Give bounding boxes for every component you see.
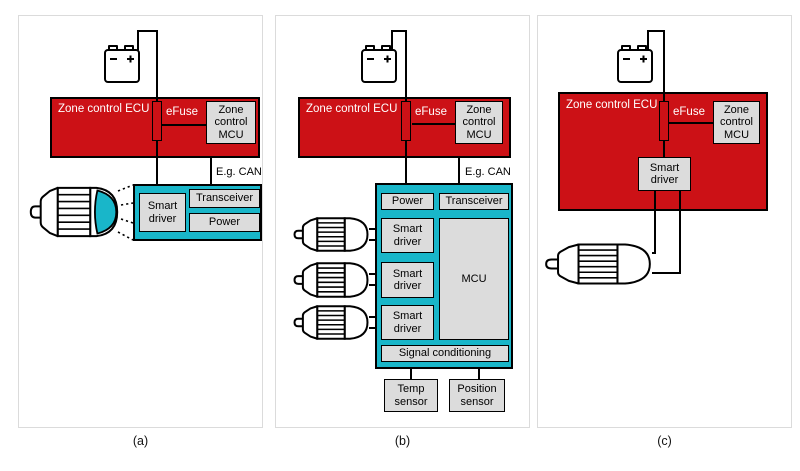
zone-control-mcu-box: Zone control MCU [206, 101, 256, 144]
efuse-component [659, 101, 669, 141]
panel-b [275, 15, 530, 428]
smart-driver-box: Smart driver [139, 193, 186, 232]
exploded-view-dotted-lines [118, 185, 133, 240]
can-label: E.g. CAN [216, 166, 262, 178]
zone-control-mcu-box: Zone control MCU [455, 101, 503, 144]
battery-icon [618, 46, 652, 82]
wiring-layer [538, 16, 793, 429]
zone-ecu-label: Zone control ECU [58, 103, 150, 115]
can-label: E.g. CAN [465, 166, 511, 178]
panel-a [18, 15, 263, 428]
zone-ecu-label: Zone control ECU [306, 103, 398, 115]
smart-driver-box: Smart driver [638, 157, 691, 191]
mcu-box: MCU [439, 218, 509, 340]
efuse-label: eFuse [673, 106, 705, 118]
efuse-label: eFuse [415, 106, 447, 118]
panel-c [537, 15, 792, 428]
efuse-component [152, 101, 162, 141]
caption-b: (b) [394, 434, 411, 448]
motor-icon [295, 218, 368, 251]
motor-drive-wires [652, 191, 680, 273]
caption-a: (a) [132, 434, 149, 448]
power-box: Power [381, 193, 434, 210]
signal-conditioning-box: Signal conditioning [381, 345, 509, 362]
sensor-wires [411, 369, 479, 379]
position-sensor-box: Position sensor [449, 379, 505, 412]
transceiver-box: Transceiver [439, 193, 509, 210]
motor-icon [295, 306, 368, 339]
temp-sensor-box: Temp sensor [384, 379, 438, 412]
smart-driver-box-3: Smart driver [381, 305, 434, 340]
battery-icon [362, 46, 396, 82]
zone-ecu-label: Zone control ECU [566, 99, 658, 111]
motor-icon [546, 245, 650, 284]
motor-connector-wires [369, 229, 375, 328]
power-box: Power [189, 213, 260, 232]
efuse-label: eFuse [166, 106, 198, 118]
zone-control-mcu-box: Zone control MCU [713, 101, 760, 144]
smart-driver-box-1: Smart driver [381, 218, 434, 253]
battery-icon [105, 46, 139, 82]
motor-icon [295, 263, 368, 296]
motor-icon [31, 188, 117, 236]
efuse-component [401, 101, 411, 141]
caption-c: (c) [657, 434, 672, 448]
smart-driver-box-2: Smart driver [381, 262, 434, 298]
transceiver-box: Transceiver [189, 189, 260, 208]
